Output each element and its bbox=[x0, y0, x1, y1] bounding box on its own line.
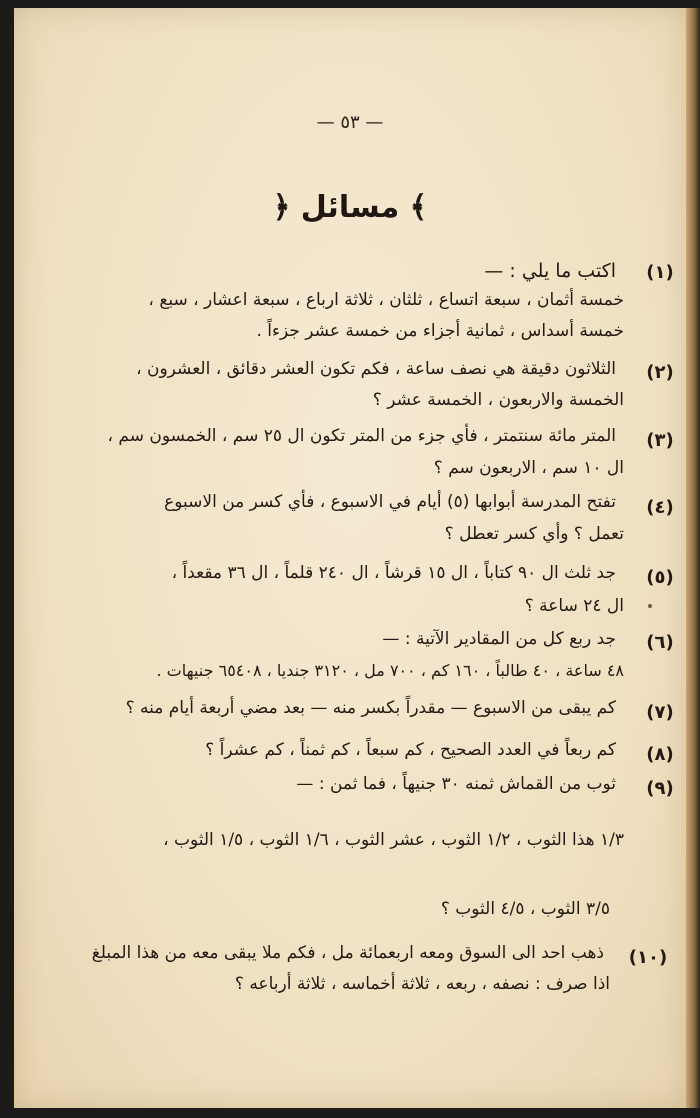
problem-3-number: (٣) bbox=[646, 430, 674, 451]
problem-2-number: (٢) bbox=[646, 362, 674, 383]
page-number: — ٥٣ — bbox=[316, 112, 384, 133]
problem-1-line-1: اكتب ما يلي : — bbox=[484, 260, 616, 282]
problem-9-line-2: ١/٣ هذا الثوب ، ١/٢ الثوب ، عشر الثوب ، ١/٦ الثوب ، ١/٥ الثوب ، bbox=[163, 830, 624, 850]
problem-9-number: (٩) bbox=[646, 778, 674, 799]
problem-8-number: (٨) bbox=[646, 744, 674, 765]
problem-6-number: (٦) bbox=[646, 632, 674, 653]
problem-10-line-1: ذهب احد الى السوق ومعه اربعمائة مل ، فكم ملا يبقى معه من هذا المبلغ bbox=[91, 943, 604, 963]
problem-9-line-3: ٣/٥ الثوب ، ٤/٥ الثوب ؟ bbox=[440, 899, 610, 919]
margin-dot bbox=[648, 604, 652, 608]
problem-8-line-1: كم ربعاً في العدد الصحيح ، كم سبعاً ، كم ثمناً ، كم عشراً ؟ bbox=[205, 740, 616, 760]
problem-5-line-1: جد ثلث ال ٩٠ كتاباً ، ال ١٥ قرشاً ، ال ٢٤٠ قلماً ، ال ٣٦ مقعداً ، bbox=[171, 563, 616, 583]
problem-4-number: (٤) bbox=[646, 497, 674, 518]
problem-6-line-2: ٤٨ ساعة ، ٤٠ طالباً ، ١٦٠ كم ، ٧٠٠ مل ، ٣١٢٠ جنديا ، ٦٥٤٠٨ جنيهات . bbox=[156, 661, 624, 680]
problem-3-line-2: ال ١٠ سم ، الاربعون سم ؟ bbox=[433, 458, 624, 478]
problem-5-number: (٥) bbox=[646, 567, 674, 588]
problem-4-line-2: تعمل ؟ وأي كسر تعطل ؟ bbox=[444, 524, 624, 544]
problem-3-line-1: المتر مائة سنتمتر ، فأي جزء من المتر تكون ال ٢٥ سم ، الخمسون سم ، bbox=[107, 426, 616, 446]
problem-2-line-1: الثلاثون دقيقة هي نصف ساعة ، فكم تكون العشر دقائق ، العشرون ، bbox=[136, 359, 616, 379]
book-spine bbox=[686, 8, 700, 1108]
problem-1-number: (١) bbox=[646, 262, 674, 283]
problem-10-line-2: اذا صرف : نصفه ، ربعه ، ثلاثة أخماسه ، ثلاثة أرباعه ؟ bbox=[234, 974, 610, 994]
problem-1-line-3: خمسة أسداس ، ثمانية أجزاء من خمسة عشر جزءاً . bbox=[256, 321, 624, 341]
problem-1-line-2: خمسة أثمان ، سبعة اتساع ، ثلثان ، ثلاثة ارباع ، سبعة اعشار ، سبع ، bbox=[148, 290, 624, 310]
problem-7-line-1: كم يبقى من الاسبوع — مقدراً بكسر منه — بعد مضي أربعة أيام منه ؟ bbox=[125, 698, 616, 718]
problem-9-line-1: ثوب من القماش ثمنه ٣٠ جنيهاً ، فما ثمن : — bbox=[296, 774, 616, 794]
problem-2-line-2: الخمسة والاربعون ، الخمسة عشر ؟ bbox=[372, 390, 624, 410]
problem-5-line-2: ال ٢٤ ساعة ؟ bbox=[524, 596, 624, 616]
section-heading: ﴿ مسائل ﴾ bbox=[272, 190, 428, 225]
problem-4-line-1: تفتح المدرسة أبوابها (٥) أيام في الاسبوع ، فأي كسر من الاسبوع bbox=[164, 492, 616, 512]
problem-10-number: (١٠) bbox=[628, 947, 668, 968]
problem-7-number: (٧) bbox=[646, 702, 674, 723]
problem-6-line-1: جد ربع كل من المقادير الآتية : — bbox=[382, 629, 616, 649]
